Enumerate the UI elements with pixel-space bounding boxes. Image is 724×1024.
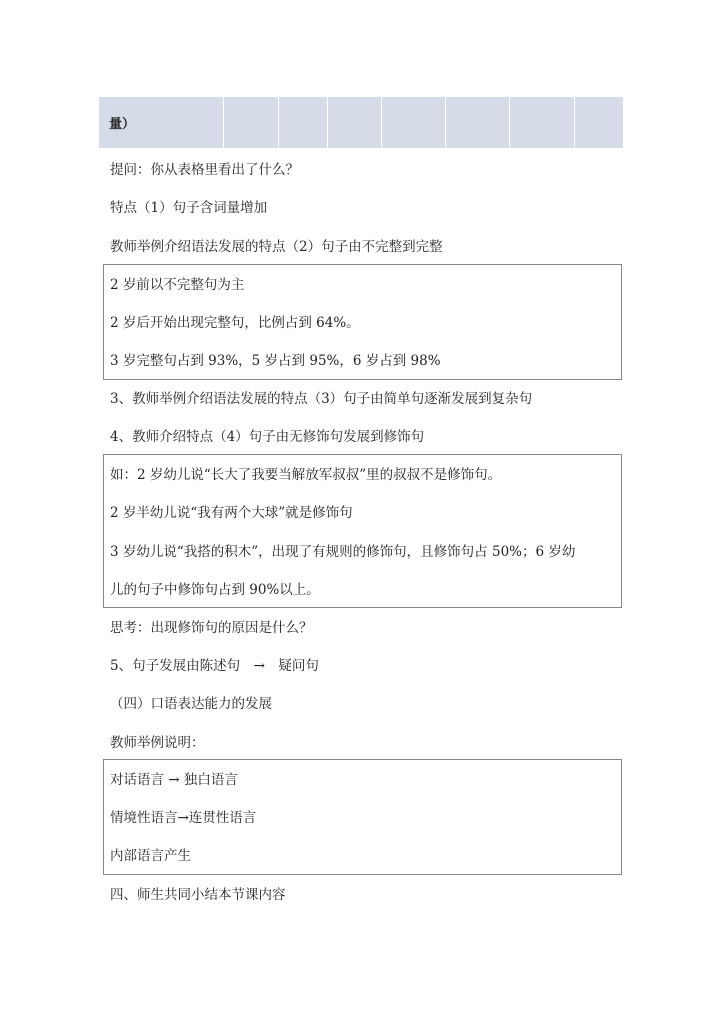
box-line: 3 岁幼儿说“我搭的积木”，出现了有规则的修饰句，且修饰句占 50%；6 岁幼	[110, 544, 576, 560]
box-modifier-sentences	[103, 454, 622, 608]
summary-line: 四、师生共同小结本节课内容	[110, 887, 286, 903]
box-line: 2 岁前以不完整句为主	[110, 277, 245, 293]
table-row	[99, 97, 623, 148]
table-cell	[279, 97, 328, 148]
feature-1-line: 特点（1）句子含词量增加	[110, 200, 268, 216]
question-line: 提问：你从表格里看出了什么？	[110, 162, 299, 178]
table-cell	[510, 97, 575, 148]
item-4-line: 4、教师介绍特点（4）句子由无修饰句发展到修饰句	[110, 429, 425, 445]
header-table-strip	[99, 97, 623, 148]
item-3-line: 3、教师举例介绍语法发展的特点（3）句子由简单句逐渐发展到复杂句	[110, 391, 533, 407]
box-oral-expression	[103, 759, 622, 875]
item-5-line: 5、句子发展由陈述句 → 疑问句	[110, 658, 319, 674]
box-line: 情境性语言→连贯性语言	[110, 810, 257, 826]
box-line: 如：2 岁幼儿说“长大了我要当解放军叔叔”里的叔叔不是修饰句。	[110, 467, 502, 483]
box-line: 2 岁后开始出现完整句，比例占到 64%。	[110, 315, 360, 331]
box-line: 对话语言 → 独白语言	[110, 772, 238, 788]
table-cell	[224, 97, 279, 148]
table-cell	[382, 97, 446, 148]
teacher-example-line: 教师举例说明：	[110, 735, 205, 751]
section-4-heading: （四）口语表达能力的发展	[110, 696, 272, 712]
box-line: 3 岁完整句占到 93%，5 岁占到 95%，6 岁占到 98%	[110, 353, 441, 369]
think-line: 思考：出现修饰句的原因是什么？	[110, 620, 313, 636]
table-cell	[446, 97, 510, 148]
feature-2-line: 教师举例介绍语法发展的特点（2）句子由不完整到完整	[110, 239, 443, 255]
table-cell	[575, 97, 624, 148]
table-cell	[328, 97, 382, 148]
box-line: 儿的句子中修饰句占到 90%以上。	[110, 582, 320, 598]
table-cell-header: 量）	[109, 117, 136, 132]
box-complete-sentences	[103, 264, 622, 380]
box-line: 内部语言产生	[110, 848, 191, 864]
box-line: 2 岁半幼儿说“我有两个大球”就是修饰句	[110, 505, 353, 521]
